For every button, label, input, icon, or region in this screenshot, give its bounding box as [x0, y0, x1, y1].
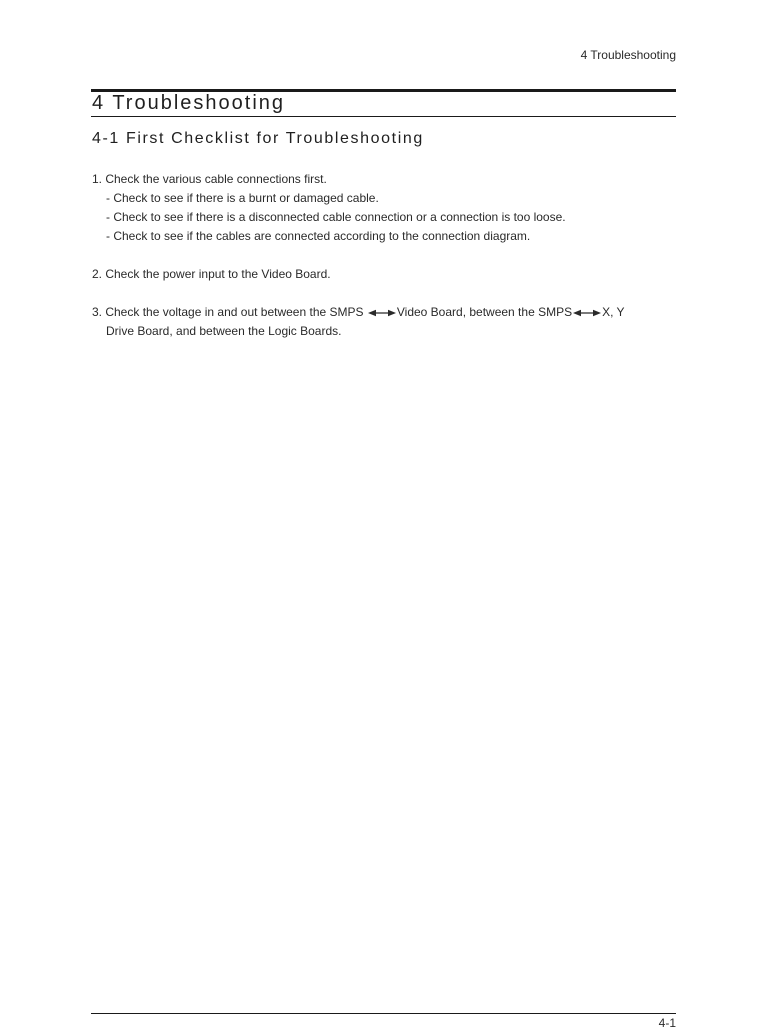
checklist-item-1: 1. Check the various cable connections first. [92, 172, 327, 186]
checklist-item-3-part3: X, Y [602, 305, 625, 319]
section-title: 4-1 First Checklist for Troubleshooting [92, 130, 424, 147]
checklist-body [92, 170, 672, 341]
checklist-item-2: 2. Check the power input to the Video Board. [92, 267, 331, 281]
checklist-item-3-part2: Video Board, between the SMPS [396, 305, 573, 319]
checklist-subitem-3: - Check to see if the cables are connected according to the connection diagram. [106, 229, 531, 243]
checklist-item-3 [92, 303, 672, 322]
double-headed-arrow-icon [573, 309, 601, 317]
title-rule-bottom [91, 116, 676, 117]
double-headed-arrow-icon [368, 309, 396, 317]
chapter-title: 4 Troubleshooting [92, 92, 286, 114]
checklist-subitem-2: - Check to see if there is a disconnected cable connection or a connection is too loose. [106, 210, 566, 224]
checklist-item-3-part1: 3. Check the voltage in and out between the SMPS [92, 305, 364, 319]
running-header: 4 Troubleshooting [580, 48, 676, 62]
checklist-item-3-continuation: Drive Board, and between the Logic Boards. [106, 324, 342, 338]
checklist-subitem-1: - Check to see if there is a burnt or damaged cable. [106, 191, 379, 205]
page-number: 4-1 [658, 1016, 676, 1030]
footer-rule [91, 1013, 676, 1014]
